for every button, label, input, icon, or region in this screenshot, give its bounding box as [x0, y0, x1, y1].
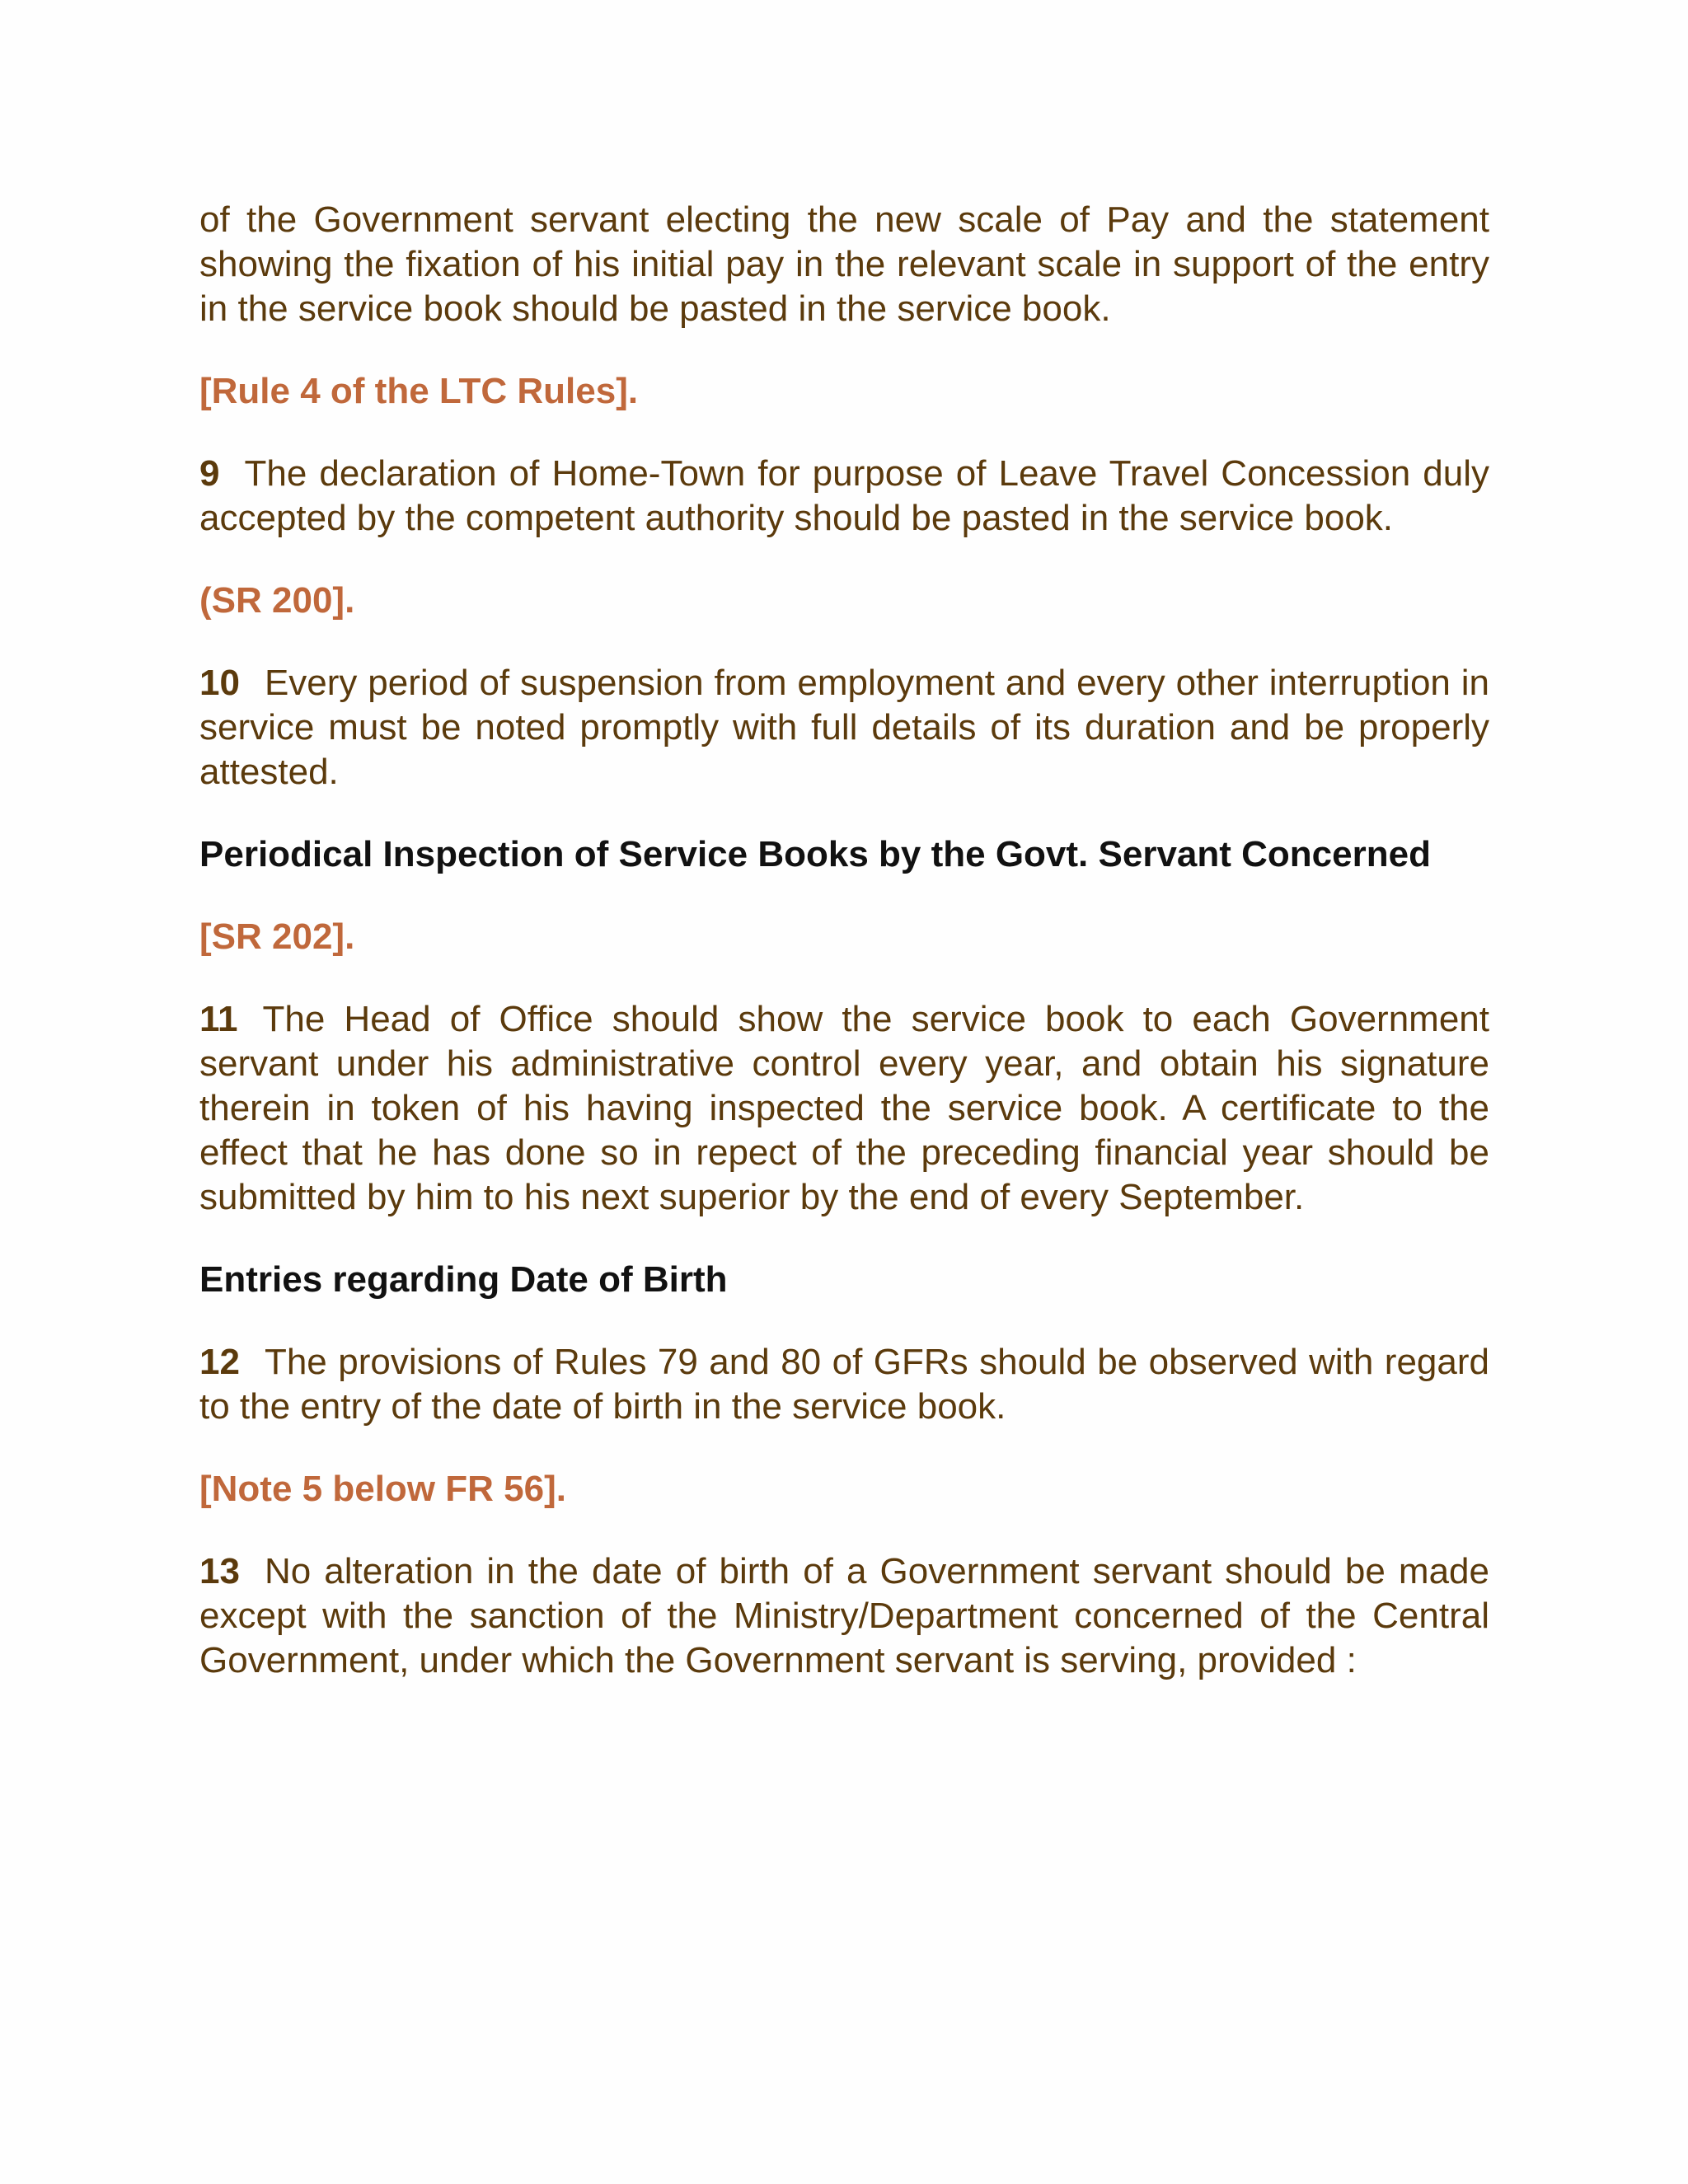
paragraph-text: Every period of suspension from employment and every other interruption in service must be noted promptly with full details of its duration and be properly attested. [199, 663, 1489, 792]
paragraph-text: The provisions of Rules 79 and 80 of GFRs should be observed with regard to the entry of the date of birth in the service book. [199, 1342, 1489, 1427]
paragraph-text: The declaration of Home-Town for purpose of Leave Travel Concession duly accepted by the competent authority should be pasted in the service book. [199, 453, 1489, 538]
intro-paragraph: of the Government servant electing the new scale of Pay and the statement showing the fixation of his initial pay in the relevant scale in support of the entry in the service book should be pasted in the service book. [199, 199, 1489, 329]
reference-sr-200: (SR 200]. [199, 580, 355, 621]
paragraph-number: 9 [199, 453, 220, 494]
paragraph-11 [199, 997, 1489, 1220]
paragraph-number: 11 [199, 999, 238, 1039]
document-content [199, 198, 1489, 1683]
paragraph-text: The Head of Office should show the service book to each Government servant under his administrative control every year, and obtain his signature therein in token of his having inspected the service book. A certificate to the effect that he has done so in repect of the preceding financial year should be submitted by him to his next superior by the end of every September. [199, 999, 1489, 1217]
paragraph-number: 13 [199, 1551, 240, 1591]
section-heading-date-of-birth: Entries regarding Date of Birth [199, 1259, 728, 1300]
paragraph-10 [199, 661, 1489, 794]
reference-note-5-fr-56: [Note 5 below FR 56]. [199, 1469, 566, 1509]
section-heading-periodical-inspection: Periodical Inspection of Service Books by the Govt. Servant Concerned [199, 834, 1431, 874]
paragraph-9 [199, 452, 1489, 541]
paragraph-text: No alteration in the date of birth of a Government servant should be made except with the sanction of the Ministry/Department concerned of the Central Government, under which the Government servant is serving, provided : [199, 1551, 1489, 1680]
paragraph-number: 12 [199, 1342, 240, 1382]
paragraph-number: 10 [199, 663, 240, 703]
reference-ltc-rules: [Rule 4 of the LTC Rules]. [199, 371, 639, 411]
paragraph-12 [199, 1340, 1489, 1429]
paragraph-13 [199, 1549, 1489, 1683]
reference-sr-202: [SR 202]. [199, 916, 355, 957]
